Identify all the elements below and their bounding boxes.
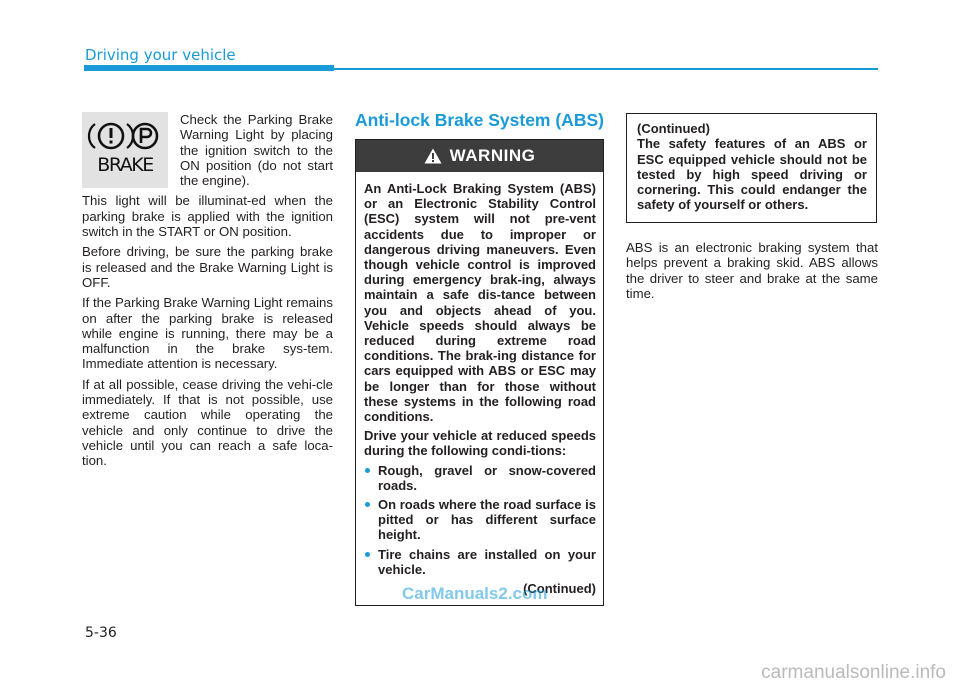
paragraph: Before driving, be sure the parking brake is released and the Brake Warning Light is OFF. — [82, 244, 333, 290]
warning-header — [356, 140, 603, 172]
continued-text: The safety features of an ABS or ESC equipped vehicle should not be tested by high speed driving or cornering. This could endanger the safety of yourself or others. — [637, 136, 867, 213]
paragraph: This light will be illuminat-ed when the parking brake is applied with the ignition switch in the START or ON position. — [82, 193, 333, 240]
continued-title: (Continued) — [637, 121, 710, 136]
warning-bullet-item: Rough, gravel or snow-covered roads. — [364, 463, 596, 493]
warning-bullet-list — [364, 463, 596, 577]
header-rule-thin — [334, 68, 878, 70]
brake-symbols-icon — [82, 112, 168, 160]
warning-bullet-item: Tire chains are installed on your vehicle. — [364, 547, 596, 577]
warning-label: WARNING — [449, 146, 536, 165]
left-column — [82, 112, 333, 474]
right-column — [626, 240, 878, 306]
section-title: Driving your vehicle — [85, 46, 236, 64]
paragraph: Check the Parking Brake Warning Light by placing the ignition switch to the ON position (do not start the engine). — [180, 112, 333, 189]
abs-heading: Anti-lock Brake System (ABS) — [355, 110, 604, 130]
warning-paragraph: An Anti-Lock Braking System (ABS) or an Electronic Stability Control (ESC) system will not pre-vent accidents due to improper or dangerous driving maneuvers. Even though vehicle control is improved during emergency brak-ing, always maintain a safe dis-tance between you and objects ahead of you. Vehicle speeds should always be reduced during extreme road conditions. The brak-ing distance for cars equipped with ABS or ESC may be longer than for those without these systems in the following road conditions. — [364, 181, 596, 425]
header-rule-thick — [84, 65, 334, 71]
paragraph: If the Parking Brake Warning Light remains on after the parking brake is released while engine is running, there may be a malfunction in the brake sys-tem. Immediate attention is necessary. — [82, 295, 333, 372]
watermark-carmanuals2: CarManuals2.com — [402, 584, 548, 603]
warning-paragraph: Drive your vehicle at reduced speeds during the following condi-tions: — [364, 428, 596, 459]
warning-box — [355, 139, 604, 606]
warning-bullet-item: On roads where the road surface is pitted or has different surface height. — [364, 497, 596, 543]
paragraph: If at all possible, cease driving the vehi-cle immediately. If that is not possible, use extreme caution while operating the vehicle and only continue to drive the vehicle until you can reach a safe loca-tion. — [82, 376, 333, 469]
watermark-carmanualsonline: carmanualsonline.info — [761, 662, 946, 683]
abs-description: ABS is an electronic braking system that helps prevent a braking skid. ABS allows the driver to steer and brake at the same time. — [626, 240, 878, 301]
parking-brake-warning-icon — [82, 112, 168, 188]
continued-warning-box — [626, 113, 877, 223]
warning-triangle-icon — [424, 148, 442, 164]
page-number: 5-36 — [85, 625, 117, 641]
warning-body — [356, 172, 603, 596]
continued-label: (Continued) — [523, 581, 596, 597]
brake-icon-label: BRAKE — [97, 154, 153, 176]
